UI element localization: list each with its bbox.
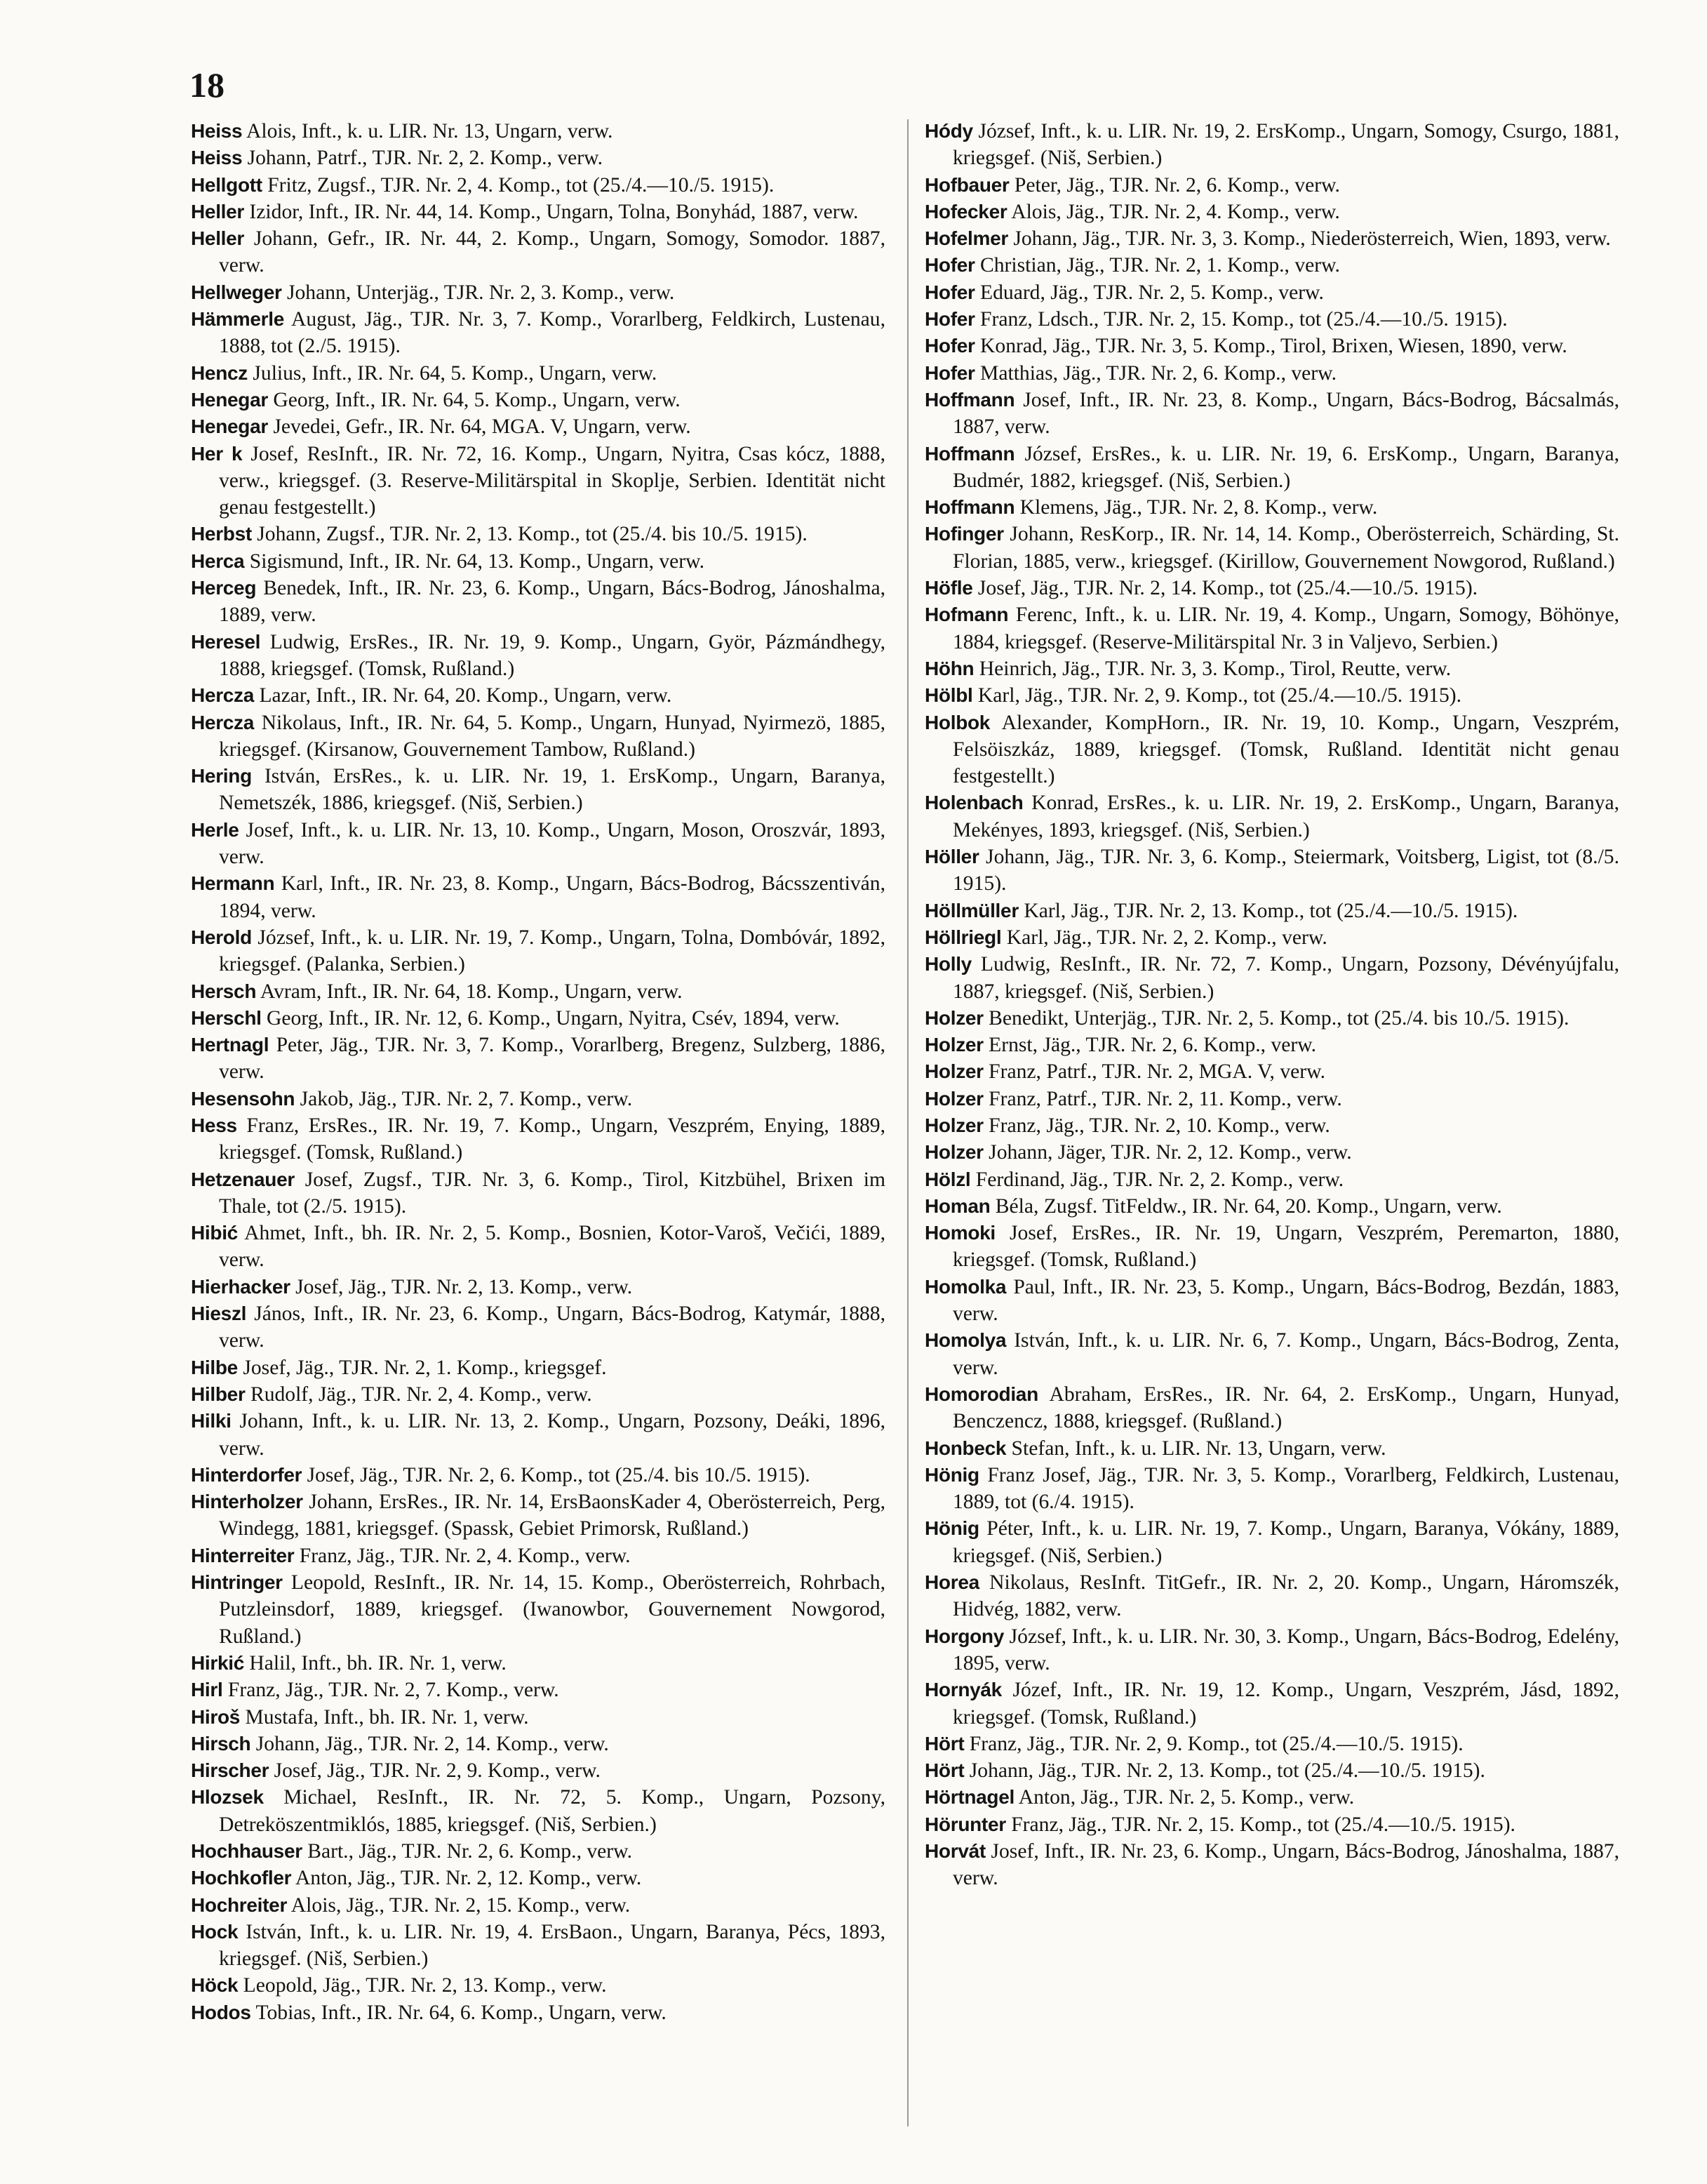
entry-surname: Hlozsek	[191, 1786, 264, 1809]
register-entry	[925, 1327, 1619, 1381]
register-entry	[925, 1623, 1619, 1677]
register-entry	[925, 1435, 1619, 1462]
entry-details: Franz, Jäg., TJR. Nr. 2, 9. Komp., tot (25./4.—10./5. 1915).	[964, 1732, 1464, 1755]
register-entry	[191, 279, 885, 306]
register-entry	[191, 1381, 885, 1408]
entry-details: Eduard, Jäg., TJR. Nr. 2, 5. Komp., verw.	[975, 281, 1324, 304]
register-entry	[925, 172, 1619, 199]
register-entry	[925, 1784, 1619, 1811]
entry-details: Johann, Jäg., TJR. Nr. 3, 3. Komp., Niederösterreich, Wien, 1893, verw.	[1008, 227, 1611, 251]
entry-details: Julius, Inft., IR. Nr. 64, 5. Komp., Ungarn, verw.	[247, 361, 657, 385]
entry-surname: Hofer	[925, 361, 975, 384]
register-entry	[191, 1838, 885, 1865]
entry-surname: Hercza	[191, 711, 255, 733]
entry-surname: Hinterreiter	[191, 1544, 295, 1566]
register-entry	[925, 1032, 1619, 1058]
entry-surname: Herle	[191, 818, 239, 841]
entry-details: Johann, Jäg., TJR. Nr. 2, 14. Komp., verw.	[250, 1732, 609, 1755]
entry-surname: Heller	[191, 200, 245, 222]
register-entry	[191, 1892, 885, 1919]
entry-details: Heinrich, Jäg., TJR. Nr. 3, 3. Komp., Tirol, Reutte, verw.	[974, 657, 1452, 680]
register-entry	[191, 575, 885, 629]
register-entry	[925, 333, 1619, 359]
entry-details: Franz, Patrf., TJR. Nr. 2, MGA. V, verw.	[983, 1060, 1325, 1084]
column-divider	[907, 119, 909, 2126]
entry-surname: Hilbe	[191, 1356, 238, 1378]
register-entry	[191, 1112, 885, 1166]
register-entry	[925, 494, 1619, 521]
register-entry	[191, 118, 885, 145]
register-entry	[925, 1462, 1619, 1516]
entry-surname: Hodos	[191, 2001, 251, 2023]
entry-details: Johann, Jäger, TJR. Nr. 2, 12. Komp., verw.	[983, 1141, 1352, 1164]
entry-surname: Holenbach	[925, 792, 1024, 814]
entry-surname: Heller	[191, 227, 245, 250]
entry-surname: Homolya	[925, 1329, 1007, 1352]
entry-surname: Holzer	[925, 1060, 984, 1083]
entry-details: József, Inft., k. u. LIR. Nr. 30, 3. Komp., Ungarn, Bács-Bodrog, Edelény, 1895, verw.	[953, 1625, 1619, 1674]
register-entry	[925, 601, 1619, 655]
register-entry	[925, 199, 1619, 225]
register-entry	[191, 1462, 885, 1489]
register-entry	[925, 387, 1619, 441]
entry-details: Johann, ErsRes., IR. Nr. 14, ErsBaonsKader 4, Oberösterreich, Perg, Windegg, 1881, kriegsgef. (Spassk, Gebiet Primorsk, Rußland.)	[219, 1491, 885, 1540]
register-entry	[925, 118, 1619, 172]
register-entry	[925, 844, 1619, 898]
entry-details: Alois, Jäg., TJR. Nr. 2, 4. Komp., verw.	[1007, 200, 1340, 223]
register-entry	[925, 1166, 1619, 1193]
entry-surname: Hellgott	[191, 173, 262, 196]
entry-details: Halil, Inft., bh. IR. Nr. 1, verw.	[244, 1651, 507, 1674]
entry-details: Nikolaus, Inft., IR. Nr. 64, 5. Komp., Ungarn, Hunyad, Nyirmezö, 1885, kriegsgef. (Kirsanow, Gouvernement Tambow, Rußland.)	[219, 711, 885, 761]
entry-surname: Hornyák	[925, 1679, 1002, 1701]
entry-details: Benedikt, Unterjäg., TJR. Nr. 2, 5. Komp., tot (25./4. bis 10./5. 1915).	[983, 1006, 1569, 1030]
entry-details: Johann, Gefr., IR. Nr. 44, 2. Komp., Ungarn, Somogy, Somodor. 1887, verw.	[219, 227, 885, 277]
entry-details: Avram, Inft., IR. Nr. 64, 18. Komp., Ungarn, verw.	[256, 980, 683, 1003]
entry-details: Mustafa, Inft., bh. IR. Nr. 1, verw.	[240, 1705, 529, 1729]
entry-surname: Hörtnagel	[925, 1786, 1015, 1809]
entry-surname: Hofer	[925, 254, 975, 277]
entry-surname: Hercza	[191, 684, 255, 707]
entry-details: Josef, Jäg., TJR. Nr. 2, 1. Komp., kriegsgef.	[237, 1356, 607, 1379]
entry-details: Josef, Jäg., TJR. Nr. 2, 14. Komp., tot (25./4.—10./5. 1915).	[972, 577, 1478, 600]
register-entry	[191, 360, 885, 387]
entry-surname: Hódy	[925, 120, 973, 142]
entry-details: Péter, Inft., k. u. LIR. Nr. 19, 7. Komp., Ungarn, Baranya, Vókány, 1889, kriegsgef. (Niš, Serbien.)	[953, 1517, 1619, 1567]
entry-details: Josef, Inft., IR. Nr. 23, 8. Komp., Ungarn, Bács-Bodrog, Bácsalmás, 1887, verw.	[953, 388, 1619, 439]
entry-details: Ahmet, Inft., bh. IR. Nr. 2, 5. Komp., Bosnien, Kotor-Varoš, Večići, 1889, verw.	[219, 1222, 885, 1272]
entry-surname: Höhn	[925, 657, 975, 679]
register-entry	[925, 1139, 1619, 1166]
register-entry	[191, 763, 885, 817]
entry-details: Georg, Inft., IR. Nr. 64, 5. Komp., Ungarn, verw.	[267, 388, 681, 411]
entry-details: Anton, Jäg., TJR. Nr. 2, 5. Komp., verw.	[1014, 1786, 1355, 1809]
entry-surname: Her k	[191, 442, 243, 465]
entry-surname: Holly	[925, 953, 972, 976]
entry-details: Tobias, Inft., IR. Nr. 64, 6. Komp., Ungarn, verw.	[250, 2001, 667, 2024]
register-entry	[191, 1274, 885, 1300]
register-entry	[925, 225, 1619, 252]
register-entry	[191, 1166, 885, 1220]
register-entry	[191, 817, 885, 871]
register-entry	[191, 225, 885, 279]
entry-details: Ferenc, Inft., k. u. LIR. Nr. 19, 4. Komp., Ungarn, Somogy, Böhönye, 1884, kriegsgef. (Reserve-Militärspital Nr. 3 in Valjevo, Serbien.)	[953, 604, 1619, 653]
left-column	[191, 118, 885, 2026]
entry-details: Benedek, Inft., IR. Nr. 23, 6. Komp., Ungarn, Bács-Bodrog, Jánoshalma, 1889, verw.	[219, 577, 885, 627]
entry-details: Alois, Inft., k. u. LIR. Nr. 13, Ungarn, verw.	[242, 120, 613, 142]
entry-surname: Hertnagl	[191, 1034, 269, 1056]
entry-details: Rudolf, Jäg., TJR. Nr. 2, 4. Komp., verw.	[245, 1383, 592, 1406]
register-entry	[191, 682, 885, 709]
register-entry	[925, 682, 1619, 709]
entry-surname: Hofer	[925, 335, 975, 357]
entry-surname: Hock	[191, 1920, 239, 1943]
entry-details: Michael, ResInft., IR. Nr. 72, 5. Komp., Ungarn, Pozsony, Detreköszentmiklós, 1885, kriegsgef. (Niš, Serbien.)	[219, 1786, 885, 1836]
entry-details: Peter, Jäg., TJR. Nr. 2, 6. Komp., verw.	[1009, 173, 1340, 197]
entry-details: József, ErsRes., k. u. LIR. Nr. 19, 6. ErsKomp., Ungarn, Baranya, Budmér, 1882, kriegsgef. (Niš, Serbien.)	[953, 442, 1619, 492]
register-entry	[191, 1032, 885, 1086]
entry-details: Johann, ResKorp., IR. Nr. 14, 14. Komp., Oberösterreich, Schärding, St. Florian, 1885, verw., kriegsgef. (Kirillow, Gouvernement Nowgorod, Rußland.)	[953, 523, 1619, 573]
entry-details: Christian, Jäg., TJR. Nr. 2, 1. Komp., verw.	[975, 254, 1340, 277]
entry-surname: Hess	[191, 1114, 237, 1136]
entry-details: István, Inft., k. u. LIR. Nr. 6, 7. Komp., Ungarn, Bács-Bodrog, Zenta, verw.	[953, 1329, 1619, 1379]
register-entry	[191, 548, 885, 575]
entry-details: Johann, Inft., k. u. LIR. Nr. 13, 2. Komp., Ungarn, Pozsony, Deáki, 1896, verw.	[219, 1410, 885, 1460]
entry-details: Josef, Jäg., TJR. Nr. 2, 6. Komp., tot (25./4. bis 10./5. 1915).	[302, 1463, 810, 1486]
entry-surname: Hibić	[191, 1222, 238, 1244]
register-entry	[191, 1972, 885, 1999]
register-entry	[925, 1086, 1619, 1112]
entry-surname: Herbst	[191, 523, 252, 545]
register-entry	[191, 710, 885, 764]
entry-details: Nikolaus, ResInft. TitGefr., IR. Nr. 2, 20. Komp., Ungarn, Háromszék, Hidvég, 1882, verw.	[953, 1571, 1619, 1621]
entry-surname: Herca	[191, 550, 245, 572]
entry-surname: Hetzenauer	[191, 1168, 295, 1190]
register-entry	[925, 521, 1619, 575]
register-entry	[191, 1757, 885, 1784]
entry-surname: Hofmann	[925, 604, 1009, 626]
entry-surname: Hering	[191, 765, 252, 787]
entry-details: Klemens, Jäg., TJR. Nr. 2, 8. Komp., verw.	[1015, 496, 1378, 519]
entry-surname: Hoffmann	[925, 388, 1015, 411]
entry-surname: Herschl	[191, 1006, 262, 1029]
entry-surname: Hilki	[191, 1410, 232, 1432]
entry-details: István, ErsRes., k. u. LIR. Nr. 19, 1. ErsKomp., Ungarn, Baranya, Nemetszék, 1886, kriegsgef. (Niš, Serbien.)	[219, 765, 885, 815]
register-entry	[191, 413, 885, 440]
entry-details: Josef, Jäg., TJR. Nr. 2, 13. Komp., verw.	[290, 1275, 633, 1298]
entry-surname: Hierhacker	[191, 1275, 290, 1298]
register-entry	[191, 199, 885, 225]
entry-surname: Hintringer	[191, 1571, 283, 1594]
register-entry	[191, 1220, 885, 1274]
entry-surname: Hieszl	[191, 1303, 247, 1325]
entry-details: Johann, Patrf., TJR. Nr. 2, 2. Komp., verw.	[242, 147, 603, 170]
register-entry	[925, 1731, 1619, 1757]
entry-details: Franz Josef, Jäg., TJR. Nr. 3, 5. Komp., Vorarlberg, Feldkirch, Lustenau, 1889, tot (6./4. 1915).	[953, 1463, 1619, 1514]
entry-details: Josef, Zugsf., TJR. Nr. 3, 6. Komp., Tirol, Kitzbühel, Brixen im Thale, tot (2./5. 1915).	[219, 1168, 885, 1218]
entry-details: Konrad, ErsRes., k. u. LIR. Nr. 19, 2. ErsKomp., Ungarn, Baranya, Mekényes, 1893, kriegsgef. (Niš, Serbien.)	[953, 792, 1619, 841]
register-entry	[191, 1543, 885, 1569]
register-entry	[925, 1193, 1619, 1220]
register-entry	[925, 306, 1619, 333]
entry-details: Johann, Jäg., TJR. Nr. 2, 13. Komp., tot (25./4.—10./5. 1915).	[964, 1759, 1485, 1783]
entry-surname: Hirkić	[191, 1651, 245, 1674]
entry-details: Georg, Inft., IR. Nr. 12, 6. Komp., Ungarn, Nyitra, Csév, 1894, verw.	[261, 1006, 840, 1030]
entry-surname: Herceg	[191, 577, 257, 599]
register-entry	[191, 1784, 885, 1838]
entry-details: Ernst, Jäg., TJR. Nr. 2, 6. Komp., verw.	[983, 1034, 1317, 1057]
entry-surname: Hofer	[925, 308, 975, 331]
register-entry	[925, 1569, 1619, 1623]
entry-surname: Holzer	[925, 1114, 984, 1136]
entry-details: Karl, Inft., IR. Nr. 23, 8. Komp., Ungarn, Bács-Bodrog, Bácsszentiván, 1894, verw.	[219, 872, 885, 922]
entry-details: József, Inft., k. u. LIR. Nr. 19, 7. Komp., Ungarn, Tolna, Dombóvár, 1892, kriegsgef. (Palanka, Serbien.)	[219, 926, 885, 976]
entry-details: Konrad, Jäg., TJR. Nr. 3, 5. Komp., Tirol, Brixen, Wiesen, 1890, verw.	[975, 335, 1567, 358]
entry-surname: Hofer	[925, 281, 975, 303]
entry-surname: Hölzl	[925, 1168, 971, 1190]
entry-details: Fritz, Zugsf., TJR. Nr. 2, 4. Komp., tot (25./4.—10./5. 1915).	[262, 173, 775, 197]
entry-surname: Hochreiter	[191, 1893, 288, 1916]
entry-surname: Holzer	[925, 1006, 984, 1029]
entry-surname: Hört	[925, 1759, 965, 1782]
right-column	[925, 118, 1619, 1892]
entry-surname: Holzer	[925, 1034, 984, 1056]
register-entry	[925, 1515, 1619, 1569]
register-entry	[191, 1731, 885, 1757]
entry-details: Paul, Inft., IR. Nr. 23, 5. Komp., Ungarn, Bács-Bodrog, Bezdán, 1883, verw.	[953, 1275, 1619, 1326]
register-entry	[925, 1112, 1619, 1139]
register-entry	[191, 1704, 885, 1731]
entry-surname: Hirsch	[191, 1732, 251, 1754]
register-entry	[925, 898, 1619, 924]
entry-surname: Höfle	[925, 577, 973, 599]
register-entry	[925, 951, 1619, 1005]
register-entry	[925, 360, 1619, 387]
register-entry	[191, 521, 885, 547]
entry-details: Franz, ErsRes., IR. Nr. 19, 7. Komp., Ungarn, Veszprém, Enying, 1889, kriegsgef. (Tomsk, Rußland.)	[219, 1114, 885, 1164]
register-entry	[191, 172, 885, 199]
register-entry	[191, 1489, 885, 1543]
page-number: 18	[189, 65, 225, 105]
entry-surname: Heiss	[191, 147, 243, 169]
register-entry	[925, 710, 1619, 790]
register-entry	[191, 1300, 885, 1354]
entry-surname: Homoki	[925, 1222, 996, 1244]
entry-surname: Holzer	[925, 1141, 984, 1164]
entry-details: Izidor, Inft., IR. Nr. 44, 14. Komp., Ungarn, Tolna, Bonyhád, 1887, verw.	[244, 200, 859, 223]
entry-surname: Hirl	[191, 1679, 223, 1701]
register-entry	[191, 1650, 885, 1677]
register-entry	[191, 978, 885, 1005]
entry-details: Josef, Inft., k. u. LIR. Nr. 13, 10. Komp., Ungarn, Moson, Oroszvár, 1893, verw.	[219, 818, 885, 869]
register-entry	[191, 629, 885, 683]
entry-details: Josef, ResInft., IR. Nr. 72, 16. Komp., Ungarn, Nyitra, Csas kócz, 1888, verw., kriegsgef. (3. Reserve-Militärspital in Skoplje, Serbien. Identität nicht genau festgestellt.)	[219, 442, 886, 519]
entry-details: Leopold, ResInft., IR. Nr. 14, 15. Komp., Oberösterreich, Rohrbach, Putzleinsdorf, 1889, kriegsgef. (Iwanowbor, Gouvernement Nowgorod, Rußland.)	[219, 1571, 885, 1648]
register-entry	[191, 1677, 885, 1703]
register-entry	[191, 924, 885, 978]
register-entry	[191, 870, 885, 924]
entry-details: Johann, Jäg., TJR. Nr. 3, 6. Komp., Steiermark, Voitsberg, Ligist, tot (8./5. 1915).	[953, 846, 1619, 895]
register-entry	[191, 1408, 885, 1462]
entry-details: Jakob, Jäg., TJR. Nr. 2, 7. Komp., verw.	[295, 1087, 633, 1110]
entry-details: Ferdinand, Jäg., TJR. Nr. 2, 2. Komp., verw.	[970, 1168, 1344, 1191]
entry-surname: Höller	[925, 846, 979, 868]
entry-surname: Hochkofler	[191, 1867, 292, 1889]
entry-surname: Hofinger	[925, 523, 1004, 545]
entry-surname: Hönig	[925, 1517, 979, 1540]
entry-details: Johann, Unterjäg., TJR. Nr. 2, 3. Komp., verw.	[281, 281, 675, 304]
entry-details: János, Inft., IR. Nr. 23, 6. Komp., Ungarn, Bács-Bodrog, Katymár, 1888, verw.	[219, 1303, 885, 1352]
entry-details: Josef, Inft., IR. Nr. 23, 6. Komp., Ungarn, Bács-Bodrog, Jánoshalma, 1887, verw.	[953, 1840, 1619, 1890]
entry-details: Franz, Jäg., TJR. Nr. 2, 4. Komp., verw.	[294, 1544, 631, 1567]
entry-surname: Höllmüller	[925, 899, 1019, 921]
entry-details: Béla, Zugsf. TitFeldw., IR. Nr. 64, 20. Komp., Ungarn, verw.	[990, 1194, 1502, 1218]
entry-details: Józef, Inft., IR. Nr. 19, 12. Komp., Ungarn, Veszprém, Jásd, 1892, kriegsgef. (Tomsk, Rußland.)	[953, 1679, 1619, 1729]
entry-surname: Hämmerle	[191, 308, 285, 331]
entry-surname: Horgony	[925, 1625, 1005, 1647]
entry-details: Karl, Jäg., TJR. Nr. 2, 9. Komp., tot (25./4.—10./5. 1915).	[972, 684, 1462, 707]
register-entry	[191, 306, 885, 360]
entry-surname: Homan	[925, 1194, 991, 1217]
entry-details: Johann, Zugsf., TJR. Nr. 2, 13. Komp., tot (25./4. bis 10./5. 1915).	[251, 523, 808, 546]
entry-surname: Hermann	[191, 872, 275, 895]
register-entry	[925, 790, 1619, 844]
entry-surname: Henegar	[191, 388, 268, 411]
register-entry	[925, 252, 1619, 279]
register-entry	[191, 1086, 885, 1112]
register-entry	[191, 1865, 885, 1891]
register-entry	[925, 1005, 1619, 1032]
register-entry	[191, 387, 885, 413]
entry-surname: Hirscher	[191, 1759, 269, 1782]
register-entry	[925, 1677, 1619, 1731]
register-entry	[925, 1381, 1619, 1435]
entry-details: Ludwig, ResInft., IR. Nr. 72, 7. Komp., Ungarn, Pozsony, Dévényújfalu, 1887, kriegsgef. (Niš, Serbien.)	[953, 953, 1619, 1003]
entry-surname: Henegar	[191, 415, 268, 438]
entry-surname: Hesensohn	[191, 1087, 295, 1110]
entry-details: Franz, Jäg., TJR. Nr. 2, 15. Komp., tot (25./4.—10./5. 1915).	[1005, 1813, 1515, 1836]
register-entry	[925, 1811, 1619, 1838]
register-entry	[925, 1220, 1619, 1274]
entry-details: Karl, Jäg., TJR. Nr. 2, 2. Komp., verw.	[1001, 926, 1327, 949]
entry-details: Stefan, Inft., k. u. LIR. Nr. 13, Ungarn, verw.	[1006, 1437, 1386, 1460]
register-entry	[191, 1999, 885, 2026]
entry-surname: Hört	[925, 1732, 965, 1754]
entry-details: Lazar, Inft., IR. Nr. 64, 20. Komp., Ungarn, verw.	[254, 684, 672, 707]
entry-surname: Höllriegl	[925, 926, 1002, 948]
entry-surname: Hilber	[191, 1383, 246, 1405]
register-entry	[925, 1274, 1619, 1328]
entry-details: Matthias, Jäg., TJR. Nr. 2, 6. Komp., verw.	[975, 361, 1337, 385]
register-entry	[925, 1838, 1619, 1892]
entry-details: Leopold, Jäg., TJR. Nr. 2, 13. Komp., verw.	[238, 1974, 607, 1997]
entry-surname: Hochhauser	[191, 1840, 302, 1862]
entry-details: Alexander, KompHorn., IR. Nr. 19, 10. Komp., Ungarn, Veszprém, Felsöiszkáz, 1889, kriegsgef. (Tomsk, Rußland. Identität nicht genau festgestellt.)	[953, 711, 1619, 788]
entry-surname: Herold	[191, 926, 252, 948]
entry-details: Franz, Jäg., TJR. Nr. 2, 7. Komp., verw.	[222, 1679, 559, 1702]
entry-details: Alois, Jäg., TJR. Nr. 2, 15. Komp., verw.	[287, 1893, 631, 1917]
entry-surname: Homolka	[925, 1275, 1007, 1298]
entry-details: Franz, Patrf., TJR. Nr. 2, 11. Komp., verw.	[983, 1087, 1342, 1110]
entry-surname: Hinterdorfer	[191, 1463, 302, 1486]
entry-surname: Hoffmann	[925, 442, 1015, 465]
entry-details: István, Inft., k. u. LIR. Nr. 19, 4. ErsBaon., Ungarn, Baranya, Pécs, 1893, kriegsgef. (Niš, Serbien.)	[219, 1920, 885, 1971]
entry-surname: Hofbauer	[925, 173, 1010, 196]
entry-surname: Holbok	[925, 711, 991, 733]
entry-surname: Hencz	[191, 361, 248, 384]
register-entry	[191, 1354, 885, 1381]
entry-surname: Hellweger	[191, 281, 282, 303]
entry-details: Josef, Jäg., TJR. Nr. 2, 9. Komp., verw.	[269, 1759, 601, 1783]
entry-details: Ludwig, ErsRes., IR. Nr. 19, 9. Komp., Ungarn, Györ, Pázmándhegy, 1888, kriegsgef. (Tomsk, Rußland.)	[219, 630, 885, 680]
entry-details: Bart., Jäg., TJR. Nr. 2, 6. Komp., verw.	[302, 1840, 633, 1863]
register-entry	[925, 1757, 1619, 1784]
entry-surname: Homorodian	[925, 1383, 1038, 1405]
entry-surname: Hönig	[925, 1463, 979, 1486]
register-entry	[191, 441, 885, 521]
entry-surname: Holzer	[925, 1087, 984, 1110]
entry-surname: Hoffmann	[925, 496, 1015, 519]
entry-details: József, Inft., k. u. LIR. Nr. 19, 2. ErsKomp., Ungarn, Somogy, Csurgo, 1881, kriegsgef. (Niš, Serbien.)	[953, 120, 1619, 170]
entry-surname: Hofelmer	[925, 227, 1008, 250]
entry-surname: Heresel	[191, 630, 261, 653]
entry-details: Franz, Jäg., TJR. Nr. 2, 10. Komp., verw.	[983, 1114, 1330, 1137]
entry-surname: Heiss	[191, 120, 243, 142]
entry-surname: Hersch	[191, 980, 257, 1002]
register-entry	[925, 441, 1619, 495]
entry-surname: Hörunter	[925, 1813, 1006, 1835]
entry-surname: Hölbl	[925, 684, 973, 707]
entry-surname: Hinterholzer	[191, 1491, 303, 1513]
entry-surname: Horea	[925, 1571, 979, 1594]
register-entry	[191, 145, 885, 171]
register-entry	[191, 1005, 885, 1032]
entry-details: Anton, Jäg., TJR. Nr. 2, 12. Komp., verw.	[291, 1867, 642, 1890]
register-entry	[925, 575, 1619, 601]
entry-details: Franz, Ldsch., TJR. Nr. 2, 15. Komp., tot (25./4.—10./5. 1915).	[975, 308, 1508, 331]
entry-details: August, Jäg., TJR. Nr. 3, 7. Komp., Vorarlberg, Feldkirch, Lustenau, 1888, tot (2./5. 1915).	[219, 308, 885, 358]
register-entry	[191, 1919, 885, 1973]
register-entry	[925, 1058, 1619, 1085]
entry-surname: Horvát	[925, 1840, 986, 1862]
entry-details: Sigismund, Inft., IR. Nr. 64, 13. Komp., Ungarn, verw.	[244, 550, 705, 573]
entry-details: Abraham, ErsRes., IR. Nr. 64, 2. ErsKomp., Ungarn, Hunyad, Benczencz, 1888, kriegsgef. (Rußland.)	[953, 1383, 1619, 1433]
register-entry	[925, 924, 1619, 951]
entry-details: Jevedei, Gefr., IR. Nr. 64, MGA. V, Ungarn, verw.	[267, 415, 691, 439]
entry-surname: Hiroš	[191, 1705, 241, 1728]
entry-details: Peter, Jäg., TJR. Nr. 3, 7. Komp., Vorarlberg, Bregenz, Sulzberg, 1886, verw.	[219, 1034, 885, 1084]
register-entry	[925, 655, 1619, 682]
register-entry	[191, 1569, 885, 1650]
entry-surname: Höck	[191, 1974, 239, 1997]
entry-surname: Honbeck	[925, 1437, 1007, 1459]
entry-details: Josef, ErsRes., IR. Nr. 19, Ungarn, Veszprém, Peremarton, 1880, kriegsgef. (Tomsk, Rußland.)	[953, 1222, 1619, 1272]
register-entry	[925, 279, 1619, 306]
entry-details: Karl, Jäg., TJR. Nr. 2, 13. Komp., tot (25./4.—10./5. 1915).	[1018, 899, 1518, 922]
entry-surname: Hofecker	[925, 200, 1008, 222]
